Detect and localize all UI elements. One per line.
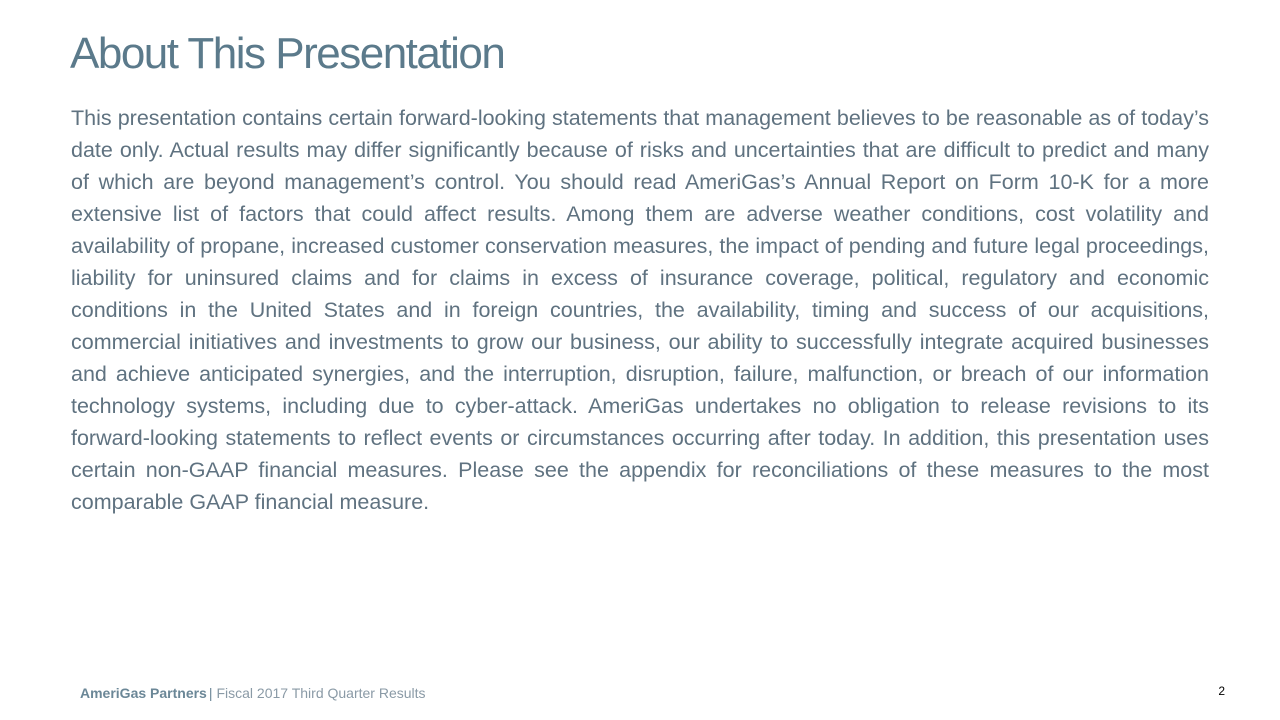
footer [80, 683, 426, 703]
footer-subtitle: Fiscal 2017 Third Quarter Results [216, 685, 426, 701]
footer-company-name: AmeriGas Partners [80, 685, 207, 701]
page-number: 2 [1218, 684, 1225, 698]
footer-separator: | [208, 685, 213, 701]
slide-title: About This Presentation [70, 29, 505, 78]
disclaimer-paragraph: This presentation contains certain forward-looking statements that management believes to be reasonable as of today’s date only. Actual results may differ significantly because of risks and uncertainties that are difficult to predict and many of which are beyond management’s control. You should read AmeriGas’s Annual Report on Form 10-K for a more extensive list of factors that could affect results. Among them are adverse weather conditions, cost volatility and availability of propane, increased customer conservation measures, the impact of pending and future legal proceedings, liability for uninsured claims and for claims in excess of insurance coverage, political, regulatory and economic conditions in the United States and in foreign countries, the availability, timing and success of our acquisitions, commercial initiatives and investments to grow our business, our ability to successfully integrate acquired businesses and achieve anticipated synergies, and the interruption, disruption, failure, malfunction, or breach of our information technology systems, including due to cyber-attack. AmeriGas undertakes no obligation to release revisions to its forward-looking statements to reflect events or circumstances occurring after today. In addition, this presentation uses certain non-GAAP financial measures. Please see the appendix for reconciliations of these measures to the most comparable GAAP financial measure. [71, 106, 1209, 514]
